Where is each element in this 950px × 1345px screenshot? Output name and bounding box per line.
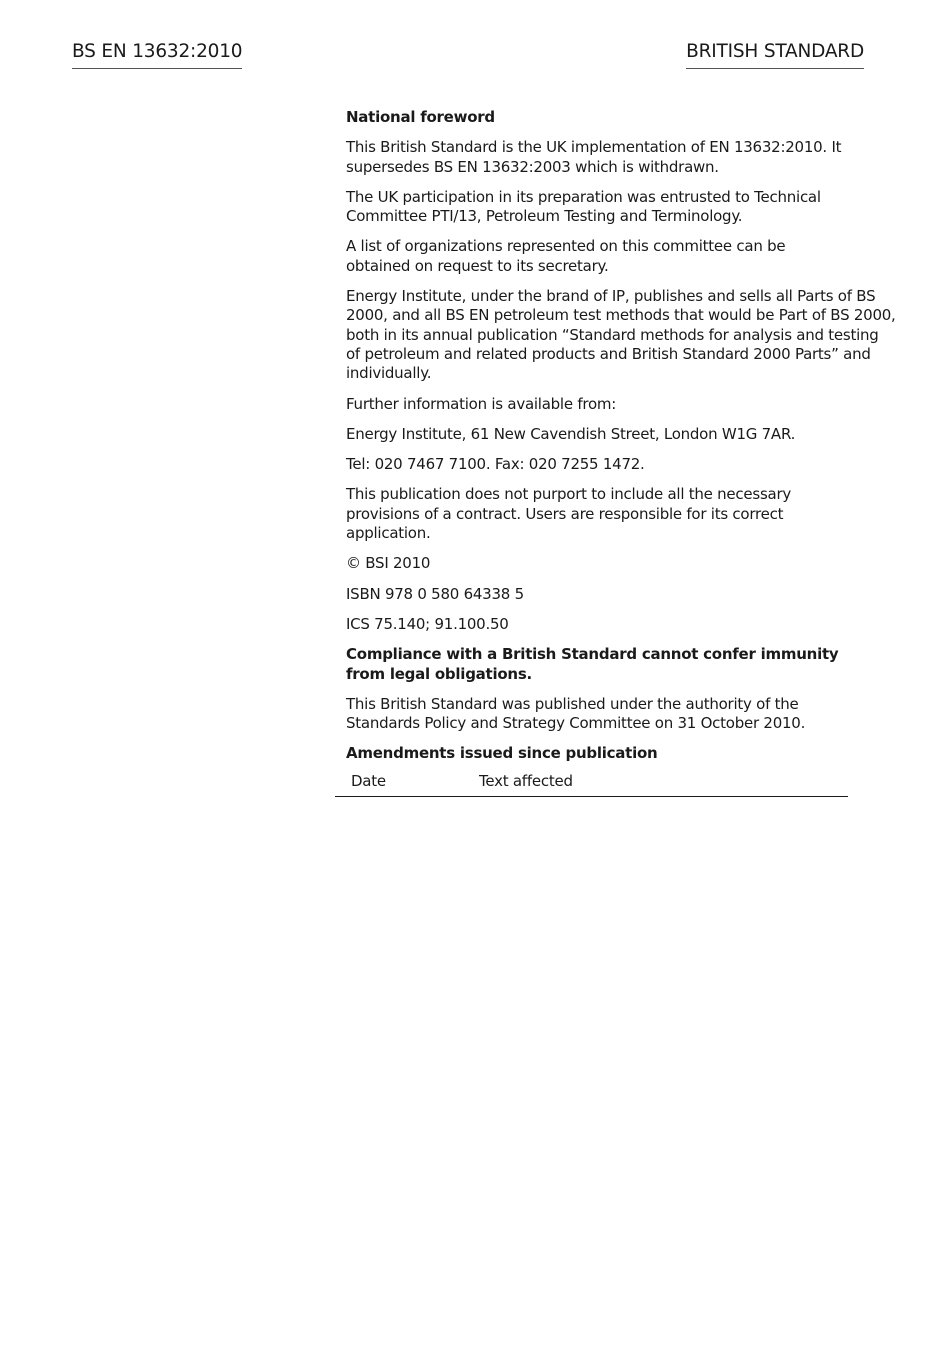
national-foreword xyxy=(346,108,906,775)
publisher-label: BRITISH STANDARD xyxy=(686,40,864,69)
paragraph-participation: The UK participation in its preparation was entrusted to Technical Committee PTI/13, Petroleum Testing and Terminology. xyxy=(346,187,821,226)
amendments-table xyxy=(335,772,848,797)
paragraph-further-info: Further information is available from: xyxy=(346,394,617,413)
foreword-title: National foreword xyxy=(346,108,495,126)
paragraph-implementation: This British Standard is the UK implementation of EN 13632:2010. It supersedes BS EN 13632:2003 which is withdrawn. xyxy=(346,138,842,176)
amendments-heading: Amendments issued since publication xyxy=(346,744,658,763)
copyright: © BSI 2010 xyxy=(346,554,431,573)
document-code: BS EN 13632:2010 xyxy=(72,40,242,69)
paragraph-organizations: A list of organizations represented on this committee can be obtained on request to its secretary. xyxy=(346,237,786,275)
compliance-statement: Compliance with a British Standard cannot confer immunity from legal obligations. xyxy=(346,645,839,683)
paragraph-energy-institute: Energy Institute, under the brand of IP, publishes and sells all Parts of BS 2000, and all BS EN petroleum test methods that would be Part of BS 2000, both in its annual publication “Standard methods for analysis and testing of petroleum and related products and British Standard 2000 Parts” and individually. xyxy=(346,287,896,383)
ics-codes: ICS 75.140; 91.100.50 xyxy=(346,614,509,633)
column-header-date: Date xyxy=(351,772,386,790)
paragraph-disclaimer: This publication does not purport to include all the necessary provisions of a contract. Users are responsible for its correct application. xyxy=(346,485,791,543)
column-header-text-affected: Text affected xyxy=(479,772,573,790)
isbn: ISBN 978 0 580 64338 5 xyxy=(346,584,524,603)
publication-authority: This British Standard was published under the authority of the Standards Policy and Strategy Committee on 31 October 2010. xyxy=(346,694,806,733)
paragraph-contact: Tel: 020 7467 7100. Fax: 020 7255 1472. xyxy=(346,455,645,474)
paragraph-address: Energy Institute, 61 New Cavendish Street, London W1G 7AR. xyxy=(346,424,796,443)
